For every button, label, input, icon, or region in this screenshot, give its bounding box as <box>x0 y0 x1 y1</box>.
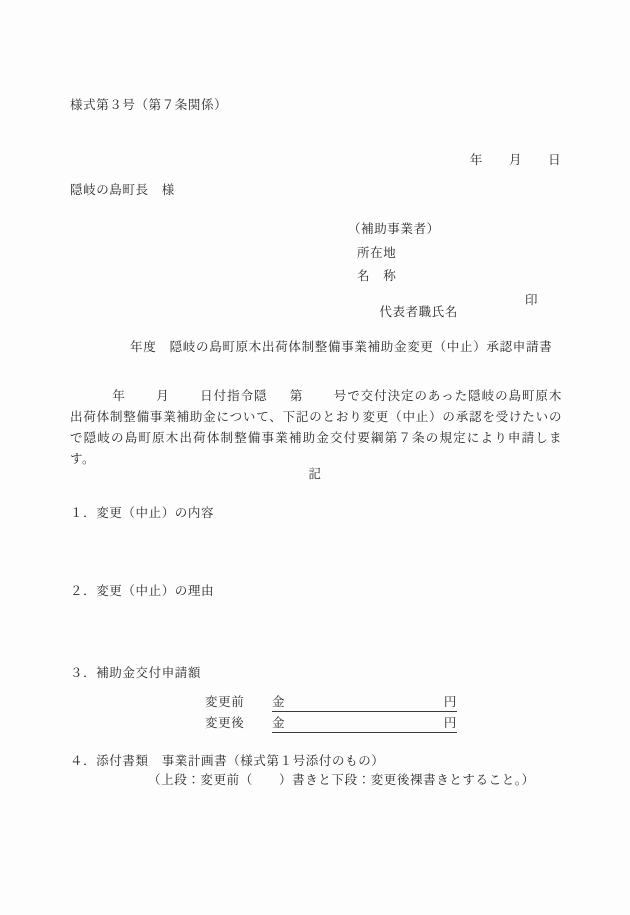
body-text: 号で交付決定のあった隠岐の島町原木出荷体制整備事業補助金について、下記のとおり変更（中止）の承認を受けたいので隠岐の島町原木出荷体制整備事業補助金交付要綱第７条の規定により申請します。 <box>70 389 562 466</box>
applicant-name-label: 名 称 <box>357 269 397 283</box>
amount-before-label: 変更前 <box>205 695 245 709</box>
date-year-label: 年 <box>469 152 484 167</box>
amount-before-unit: 円 <box>443 695 457 709</box>
applicant-block <box>348 222 539 355</box>
body-month-label: 月 <box>155 389 170 403</box>
amount-after-unit: 円 <box>443 716 457 730</box>
seal-mark-icon: 印 <box>525 292 539 307</box>
body-order-label: 日付指令隠 <box>199 389 268 403</box>
date-day-label: 日 <box>548 152 562 167</box>
document-title: 年度 隠岐の島町原木出荷体制整備事業補助金変更（中止）承認申請書 <box>130 340 553 354</box>
applicant-representative-label: 代表者職氏名 <box>379 305 458 319</box>
form-number: 様式第３号（第７条関係） <box>70 98 228 112</box>
amount-after-label: 変更後 <box>205 716 245 730</box>
amount-row-after <box>205 713 457 734</box>
body-paragraph <box>70 386 562 470</box>
body-number-label: 第 <box>289 389 304 403</box>
amount-before-field[interactable] <box>272 692 457 712</box>
date-line <box>455 141 561 179</box>
applicant-address-label: 所在地 <box>357 245 397 260</box>
body-year-label: 年 <box>112 389 126 403</box>
amount-before-currency-prefix: 金 <box>272 695 286 709</box>
amount-after-currency-prefix: 金 <box>272 716 286 730</box>
item-3-subsidy-amount: ３．補助金交付申請額 <box>70 666 202 680</box>
item-2-change-reason: ２．変更（中止）の理由 <box>70 584 215 598</box>
addressee-line: 隠岐の島町長 様 <box>70 183 175 197</box>
applicant-representative-row <box>348 292 539 344</box>
item-4-note: （上段：変更前（ ）書きと下段：変更後裸書きとすること。） <box>148 773 535 787</box>
item-4-attachments: ４．添付書類 事業計画書（様式第１号添付のもの） <box>70 754 385 768</box>
amount-row-before <box>205 692 457 713</box>
ki-marker: 記 <box>308 467 322 481</box>
date-month-label: 月 <box>509 152 523 167</box>
applicant-heading: （補助事業者） <box>348 222 440 236</box>
amount-rows <box>205 692 457 734</box>
amount-after-field[interactable] <box>272 713 457 733</box>
item-1-change-content: １．変更（中止）の内容 <box>70 506 215 520</box>
